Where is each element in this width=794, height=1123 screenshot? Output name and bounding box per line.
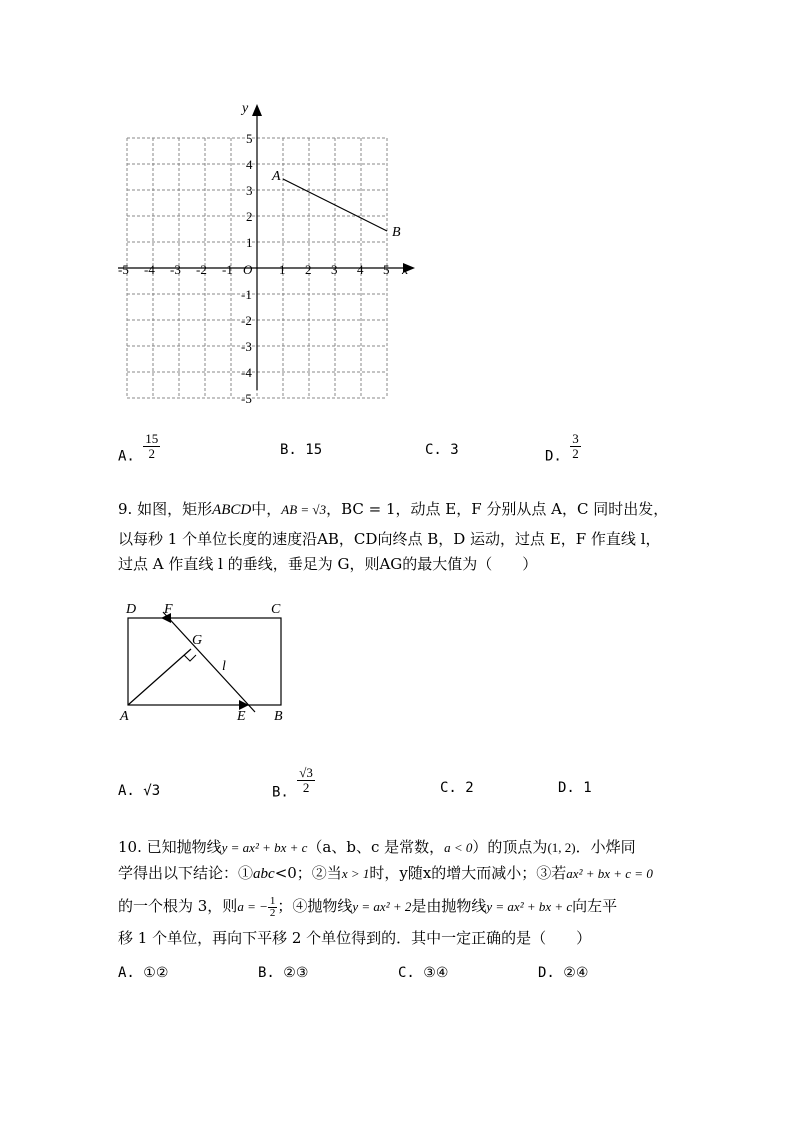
q9-line-3: 过点 A 作直线 l 的垂线，垂足为 G，则AG的最大值为（ ） bbox=[118, 555, 538, 573]
numerator: 1 bbox=[269, 894, 276, 907]
y-tick-label: 1 bbox=[246, 235, 253, 250]
denominator: 2 bbox=[302, 780, 310, 795]
fraction-3-2 bbox=[570, 432, 581, 461]
q8-option-a[interactable] bbox=[118, 432, 160, 465]
q10-option-d[interactable]: D. ②④ bbox=[538, 965, 589, 981]
x-tick-label: 4 bbox=[357, 262, 364, 277]
y-axis-arrow bbox=[252, 104, 262, 116]
q10-text: 学得出以下结论：① bbox=[118, 864, 254, 882]
label-l: l bbox=[222, 659, 226, 674]
fraction-15-2 bbox=[143, 432, 160, 461]
q10-line-4: 移 1 个单位，再向下平移 2 个单位得到的．其中一定正确的是（ ） bbox=[118, 929, 592, 947]
x-axis-label: x bbox=[402, 263, 409, 278]
y-tick-label: -2 bbox=[241, 313, 252, 328]
q10-line-3 bbox=[118, 895, 617, 919]
label-f: F bbox=[164, 602, 173, 617]
denominator: 2 bbox=[269, 906, 276, 919]
q9-text: ，动点 E，F 分别从点 A，C 同时出发， bbox=[395, 500, 669, 518]
y-tick-label: -5 bbox=[241, 391, 252, 406]
q10-math: abc bbox=[253, 866, 275, 882]
q10-math: (1, 2) bbox=[547, 840, 576, 855]
x-tick-label: -1 bbox=[222, 262, 233, 277]
option-letter: D. bbox=[545, 448, 562, 465]
x-tick-label: -4 bbox=[144, 262, 155, 277]
q8-option-d[interactable] bbox=[545, 432, 581, 465]
label-c: C bbox=[271, 602, 281, 617]
q10-text: 时，y随x的增大而减小；③若 bbox=[369, 864, 567, 882]
y-tick-label: -1 bbox=[241, 287, 252, 302]
x-tick-label: 1 bbox=[279, 262, 286, 277]
q9-option-d[interactable]: D. 1 bbox=[558, 780, 592, 796]
x-tick-label: 3 bbox=[331, 262, 338, 277]
q10-text: ；④抛物线 bbox=[277, 897, 353, 915]
y-tick-label: -3 bbox=[241, 339, 252, 354]
segment-ag bbox=[128, 649, 191, 705]
q10-math: a = − bbox=[237, 899, 268, 914]
label-g: G bbox=[192, 633, 203, 648]
x-tick-label: 5 bbox=[383, 262, 390, 277]
x-tick-label: -5 bbox=[118, 262, 129, 277]
q10-option-c[interactable]: C. ③④ bbox=[398, 965, 449, 981]
option-letter: A. bbox=[118, 448, 135, 465]
label-d: D bbox=[126, 602, 137, 617]
q9-option-a[interactable]: A. √3 bbox=[118, 783, 161, 799]
point-a-label: A bbox=[272, 169, 281, 184]
y-tick-label: 3 bbox=[246, 183, 253, 198]
q10-line-2 bbox=[118, 862, 653, 883]
numerator: 15 bbox=[145, 431, 159, 446]
label-b: B bbox=[274, 709, 283, 724]
q9-text: 中， bbox=[251, 500, 282, 518]
x-tick-labels bbox=[118, 262, 390, 277]
q10-math: x > 1 bbox=[341, 866, 370, 881]
fraction-1-2 bbox=[268, 896, 278, 919]
option-letter: B. bbox=[272, 784, 289, 801]
q8-option-b[interactable]: B. 15 bbox=[280, 442, 323, 458]
q10-option-a[interactable]: A. ①② bbox=[118, 965, 169, 981]
label-e: E bbox=[237, 709, 246, 724]
q10-text: ）的顶点为 bbox=[472, 838, 548, 856]
q8-option-c[interactable]: C. 3 bbox=[425, 442, 459, 458]
q10-text: 10. 已知抛物线 bbox=[118, 838, 222, 856]
origin-label: O bbox=[243, 262, 253, 277]
q9-line-1 bbox=[118, 498, 668, 519]
y-tick-label: 2 bbox=[246, 209, 253, 224]
q9-text: ，BC = 1 bbox=[326, 500, 396, 518]
fraction-sqrt3-2 bbox=[297, 766, 315, 795]
q10-text: 的一个根为 3，则 bbox=[118, 897, 238, 915]
point-b-label: B bbox=[392, 225, 401, 240]
y-tick-label: 5 bbox=[246, 131, 253, 146]
q10-text: ．小烨同 bbox=[575, 838, 636, 856]
denominator: 2 bbox=[572, 446, 579, 461]
q10-math: y = ax² + bx + c bbox=[221, 840, 308, 855]
q10-text: <0；②当 bbox=[274, 864, 342, 882]
y-tick-label: -4 bbox=[241, 365, 252, 380]
q10-text: 向左平 bbox=[572, 897, 618, 915]
q9-line-2: 以每秒 1 个单位长度的速度沿AB，CD向终点 B，D 运动，过点 E，F 作直线 l， bbox=[118, 530, 661, 548]
coordinate-graph bbox=[110, 98, 420, 406]
y-axis-label: y bbox=[242, 101, 249, 116]
x-tick-label: -2 bbox=[196, 262, 207, 277]
q10-math: y = ax² + 2 bbox=[352, 899, 412, 914]
q9-math: ABCD bbox=[212, 502, 252, 518]
q10-math: a < 0 bbox=[444, 840, 473, 855]
y-tick-label: 4 bbox=[246, 157, 253, 172]
q10-text: 是由抛物线 bbox=[411, 897, 487, 915]
x-tick-label: -3 bbox=[170, 262, 181, 277]
label-a: A bbox=[120, 709, 129, 724]
q10-math: y = ax² + bx + c bbox=[486, 899, 573, 914]
rectangle-figure bbox=[115, 598, 300, 726]
q10-option-b[interactable]: B. ②③ bbox=[258, 965, 309, 981]
q10-math: ax² + bx + c = 0 bbox=[566, 866, 653, 881]
denominator: 2 bbox=[148, 446, 156, 461]
q10-line-1 bbox=[118, 836, 636, 857]
rectangle-abcd bbox=[128, 618, 281, 705]
x-tick-label: 2 bbox=[305, 262, 312, 277]
numerator: 3 bbox=[572, 431, 579, 446]
numerator: √3 bbox=[299, 765, 313, 780]
q10-text: （a、b、c 是常数， bbox=[307, 838, 445, 856]
q9-option-b[interactable] bbox=[272, 766, 315, 801]
right-angle-mark bbox=[184, 655, 196, 661]
q9-math: AB = √3 bbox=[281, 502, 327, 517]
q9-text: 9. 如图，矩形 bbox=[118, 500, 213, 518]
q9-option-c[interactable]: C. 2 bbox=[440, 780, 474, 796]
